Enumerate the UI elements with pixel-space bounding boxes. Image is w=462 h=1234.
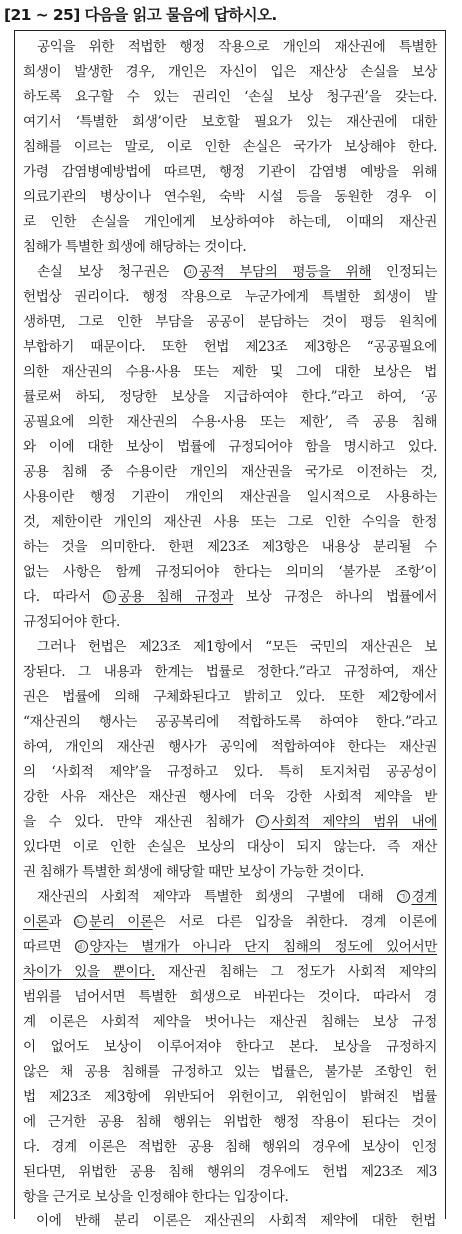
passage-line bbox=[23, 935, 437, 960]
passage-line bbox=[23, 910, 437, 935]
passage-line: 생하면, 그로 인한 부담을 공공이 분담하는 것이 평등 원칙에 bbox=[23, 314, 437, 330]
underlined-term-boundary: 경계 bbox=[411, 889, 437, 905]
passage-line: 하여, 개인의 재산권 행사가 공익에 적합하여야 한다는 재산권 bbox=[23, 739, 437, 755]
passage-line: 강한 사유 재산은 재산권 행사에 더욱 강한 사회적 제약을 받 bbox=[23, 789, 437, 805]
passage-line: 이에 반해 분리 이론은 재산권의 사회적 제약에 대한 헌법 bbox=[36, 1213, 436, 1229]
passage-line: 권 침해가 특별한 희생에 해당할 때만 보상이 가능한 것이다. bbox=[23, 864, 364, 880]
marker-b: ⓑ bbox=[103, 590, 116, 603]
passage-line: 침해를 이르는 말로, 이로 인한 손실은 국가가 보상해야 한다. bbox=[23, 139, 437, 155]
passage-line: 공필요에 의한 재산권의 수용·사용 또는 제한’, 즉 공용 침해 bbox=[23, 414, 437, 430]
passage-line bbox=[23, 960, 437, 985]
marker-d: ⓓ bbox=[75, 940, 88, 953]
marker-c: ⓒ bbox=[256, 815, 269, 828]
underlined-phrase-d: 양자는 별개가 아니라 단지 침해의 정도에 있어서만 bbox=[89, 939, 437, 955]
underlined-phrase-b: 공용 침해 규정과 bbox=[118, 589, 234, 605]
text-segment: 을 수 있다. 만약 재산권 침해가 bbox=[23, 814, 257, 830]
passage-line bbox=[37, 260, 437, 285]
text-segment: 인정되는 bbox=[371, 264, 437, 280]
text-segment: 재산권 침해는 그 정도가 사회적 제약의 bbox=[154, 964, 437, 980]
passage-line bbox=[23, 810, 437, 835]
passage-box bbox=[14, 30, 446, 1219]
underlined-phrase-a: 공적 부담의 평등을 위해 bbox=[198, 264, 372, 280]
passage-line: 권은 법률에 의해 구체화된다고 밝히고 있다. 또한 제2항에서 bbox=[23, 689, 437, 705]
text-segment: 보상 규정은 하나의 법률에서 bbox=[233, 589, 437, 605]
passage-line: 없는 사항은 함께 규정되어야 한다는 의미의 ‘불가분 조항’이 bbox=[23, 564, 437, 580]
passage-line: 에 근거한 공용 침해 행위는 위법한 행정 작용이 된다는 것이 bbox=[23, 1114, 437, 1130]
passage-line: 사용이란 행정 기관이 개인의 재산권을 일시적으로 사용하는 bbox=[23, 489, 437, 505]
passage-line: 의료기관의 병상이나 연수원, 숙박 시설 등을 동원한 경우 이 bbox=[23, 189, 437, 205]
underlined-term-separation: 분리 이론 bbox=[88, 914, 153, 930]
passage-line: 헌법상 권리이다. 행정 작용으로 누군가에게 특별한 희생이 발 bbox=[23, 289, 437, 305]
passage-line: 침해가 특별한 희생에 해당하는 것이다. bbox=[23, 239, 247, 255]
passage-line: 규정되어야 한다. bbox=[23, 614, 120, 630]
passage-line: 항을 근거로 보상을 인정해야 한다는 입장이다. bbox=[23, 1189, 289, 1205]
underlined-phrase-c: 사회적 제약의 범위 내에 bbox=[271, 814, 438, 830]
text-segment: 따르면 bbox=[23, 939, 75, 955]
passage-line: 하는 것을 의미한다. 한편 제23조 제3항은 내용상 분리될 수 bbox=[23, 539, 437, 555]
passage-line bbox=[37, 885, 437, 910]
passage-line: 다. 경계 이론은 적법한 공용 침해 행위의 경우에 보상이 인정 bbox=[23, 1139, 437, 1155]
passage-line: 장된다. 그 내용과 한계는 법률로 정한다.”라고 규정하여, 재산 bbox=[23, 664, 437, 680]
passage-line: 하도록 요구할 수 있는 권리인 ‘손실 보상 청구권’을 갖는다. bbox=[23, 89, 437, 105]
passage-line: 와 이에 대한 보상이 법률에 규정되어야 함을 명시하고 있다. bbox=[23, 439, 437, 455]
passage-line: 희생이 발생한 경우, 개인은 자신이 입은 재산상 손실을 보상 bbox=[23, 64, 437, 80]
passage-line: 부합하기 때문이다. 또한 헌법 제23조 제3항은 “공공필요에 bbox=[23, 339, 437, 355]
text-segment: 과 bbox=[48, 914, 74, 930]
passage-line: 의한 재산권의 수용·사용 또는 제한 및 그에 대한 보상은 법 bbox=[23, 364, 437, 380]
passage-line: 법 제23조 제3항에 위반되어 위헌이고, 위헌임이 밝혀진 법률 bbox=[23, 1089, 437, 1105]
passage-line: 것, 제한이란 개인의 재산권 사용 또는 그로 인한 수익을 한정 bbox=[23, 514, 437, 530]
passage-line: 계 이론은 사회적 제약을 벗어나는 재산권 침해는 보상 규정 bbox=[23, 1014, 437, 1030]
underlined-phrase-d-cont: 차이가 있을 뿐이다. bbox=[23, 964, 155, 980]
marker-giyeok: ㉠ bbox=[397, 890, 410, 903]
text-segment: 손실 보상 청구권은 bbox=[37, 264, 184, 280]
passage-line: 않은 채 공용 침해를 규정하고 있는 법률은, 불가분 조항인 헌 bbox=[23, 1064, 437, 1080]
passage-line: 여기서 ‘특별한 희생’이란 보호할 필요가 있는 재산권에 대한 bbox=[23, 114, 437, 130]
passage-line: 공용 침해 중 수용이란 개인의 재산권을 국가로 이전하는 것, bbox=[23, 464, 437, 480]
passage-line: 공익을 위한 적법한 행정 작용으로 개인의 재산권에 특별한 bbox=[37, 39, 437, 55]
underlined-term-theory: 이론 bbox=[23, 914, 49, 930]
passage-line: 이 없어도 보상이 이루어져야 한다고 본다. 보상을 규정하지 bbox=[23, 1039, 437, 1055]
text-segment: 은 서로 다른 입장을 취한다. 경계 이론에 bbox=[152, 914, 437, 930]
text-segment: 재산권의 사회적 제약과 특별한 희생의 구별에 대해 bbox=[37, 889, 397, 905]
passage-line: 있다면 이로 인한 손실은 보상의 대상이 되지 않는다. 즉 재산 bbox=[23, 839, 437, 855]
marker-nieun: ㉡ bbox=[74, 915, 87, 928]
passage-line: 가령 감염병예방법에 따르면, 행정 기관이 감염병 예방을 위해 bbox=[23, 164, 437, 180]
passage-line: 의 ‘사회적 제약’을 규정하고 있다. 특히 토지처럼 공공성이 bbox=[23, 764, 437, 780]
passage-line: 된다면, 위법한 공용 침해 행위의 경우에도 헌법 제23조 제3 bbox=[23, 1164, 437, 1180]
passage-line: 로 인한 손실을 개인에게 보상하여야 하는데, 이때의 재산권 bbox=[23, 214, 437, 230]
passage-line bbox=[23, 585, 437, 610]
marker-a: ⓐ bbox=[184, 265, 197, 278]
passage-line: 범위를 넘어서면 특별한 희생으로 바뀐다는 것이다. 따라서 경 bbox=[23, 989, 437, 1005]
text-segment: 다. 따라서 bbox=[23, 589, 104, 605]
question-header: [21 ~ 25] 다음을 읽고 물음에 답하시오. bbox=[4, 6, 277, 24]
passage-line: “재산권의 행사는 공공복리에 적합하도록 하여야 한다.”라고 bbox=[23, 714, 437, 730]
passage-line: 그러나 헌법은 제23조 제1항에서 “모든 국민의 재산권은 보 bbox=[37, 639, 437, 655]
passage-line: 률로써 하되, 정당한 보상을 지급하여야 한다.”라고 하여, ‘공 bbox=[23, 389, 437, 405]
